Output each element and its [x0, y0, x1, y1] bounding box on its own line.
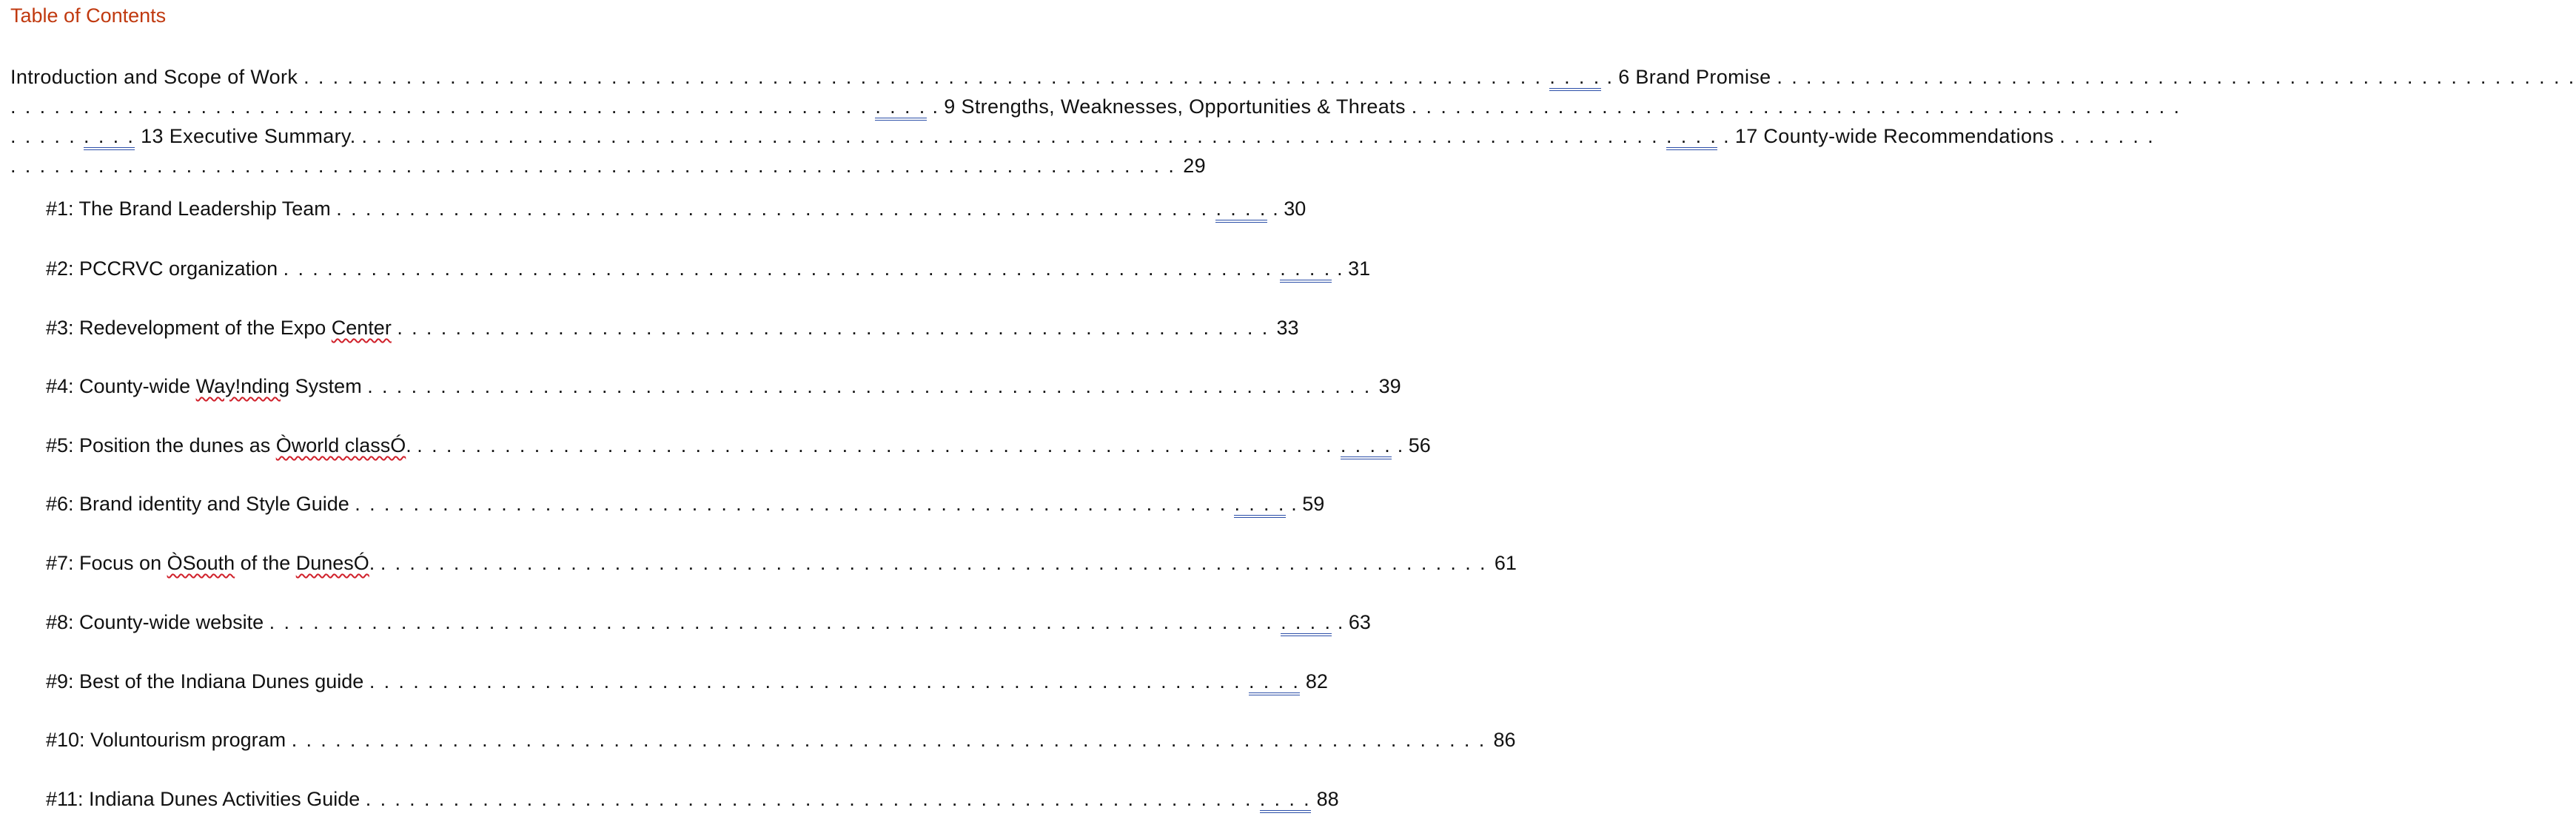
toc-entry-label: #8: County-wide website — [46, 611, 269, 633]
spellcheck-flagged-word: Way!nding — [195, 375, 290, 397]
spellcheck-flagged-word: Òworld classÓ — [275, 434, 406, 456]
dot-leader: . . . . . . . . . . . . . . . . . . . . . . . . . . . . . . . . . . . . . . . . . . . . . . . . . . . . . . . . . . . . . . . . . . . . . . . . . . . . . . . . — [10, 155, 1184, 177]
spellcheck-flagged-word: DunesÓ — [295, 552, 369, 574]
dot-leader: . . . . . . . . . . . . . . . . . . . . . . . . . . . . . . . . . . . . . . . . . . . . . . . . . . . . . . . . . . . . — [369, 670, 1249, 692]
toc-link-marker[interactable]: . . . . — [875, 95, 926, 121]
dot-leader: . . . . . — [10, 125, 84, 147]
toc-entry[interactable] — [46, 667, 1328, 696]
toc-entry[interactable] — [46, 489, 1324, 519]
dot-leader: . . . . . . . . . . . . . . . . . . . . . . . . . . . . . . . . . . . . . . . . . . . . . . . . . . . . . . . . . . . . . . . . . . . . . . . . . . . . . . . . . . . . . . . . . — [361, 125, 1666, 147]
toc-link-marker[interactable]: . . . . — [1549, 66, 1600, 91]
toc-entry[interactable] — [46, 194, 1306, 223]
toc-entry-label: #2: PCCRVC organization — [46, 257, 284, 280]
toc-page-number: . 31 — [1331, 257, 1371, 280]
toc-intro-text: Introduction and Scope of Work — [10, 66, 304, 88]
dot-leader: . . . . . . . . . . . . . . . . . . . . . . . . . . . . . . . . . . . . . . . . . . . . . . . . . . . . . . . . . . . . . . . . . . . . — [283, 257, 1281, 280]
toc-link-marker[interactable]: . . . . — [1215, 198, 1267, 223]
dot-leader: . . . . . . . . . . . . . . . . . . . . . . . . . . . . . . . . . . . . . . . . . . . . . . . . . . . . . . . . . . . . . . . . . . . . . — [269, 611, 1281, 633]
toc-entry-label: #9: Best of the Indiana Dunes guide — [46, 670, 369, 692]
dot-leader: . . . . . . . . . . . . . . . . . . . . . . . . . . . . . . . . . . . . . . . . . . . . . . . . . . . . . . . . . . . — [10, 95, 876, 118]
dot-leader: . . . . . . . . . . . . . . . . . . . . . . . . . . . . . . . . . . . . . . . . . . . . . . . . . . . . . . . . . . . . . . . . . . . . . . . . . . . . — [380, 552, 1495, 574]
toc-intro-text: . 9 Strengths, Weaknesses, Opportunities & Threats — [926, 95, 1412, 118]
dot-leader: . . . . . . . . . . . . . . . . . . . . . . . . . . . . . . . . . . . . . . . . . . . . . . . . . . . . . . . . . . . . . — [365, 788, 1260, 810]
toc-entry[interactable] — [46, 784, 1339, 814]
toc-page-number: 82 — [1300, 670, 1328, 692]
toc-entry-label: #1: The Brand Leadership Team — [46, 198, 337, 220]
dot-leader: . . . . . . . . . . . . . . . . . . . . . . . . . . . . . . . . . . . . . . . . . . . . . . . . . . . . . . . . . . . . . . . . . . . . . — [367, 375, 1379, 397]
toc-entry-label: #10: Voluntourism program — [46, 729, 292, 751]
toc-entry[interactable] — [46, 607, 1371, 637]
toc-entry-label: #7: Focus on — [46, 552, 167, 574]
toc-link-marker[interactable]: . . . . — [1666, 125, 1717, 150]
toc-entry[interactable] — [46, 254, 1370, 283]
toc-page-number: 86 — [1493, 729, 1516, 751]
toc-page-number: 61 — [1494, 552, 1517, 574]
toc-intro-text: . 17 County-wide Recommendations — [1717, 125, 2060, 147]
toc-entry[interactable] — [46, 431, 1431, 460]
toc-link-marker[interactable]: . . . . — [84, 125, 135, 150]
toc-link-marker[interactable]: . . . . — [1234, 493, 1285, 518]
spellcheck-flagged-word: Center — [331, 317, 392, 339]
toc-page-number: 88 — [1311, 788, 1339, 810]
dot-leader: . . . . . . . . . . . . . . . . . . . . . . . . . . . . . . . . . . . . . . . . . . . . . . . . . . . . . . . . . . . . — [336, 198, 1216, 220]
toc-intro-line — [10, 62, 2576, 92]
dot-leader: . . . . . . . . . . . . . . . . . . . . . . . . . . . . . . . . . . . . . . . . . . . . . . . . . . . . . . . . . . . . — [355, 493, 1235, 515]
toc-page-number: . 59 — [1285, 493, 1325, 515]
dot-leader: . . . . . . . . . . . . . . . . . . . . . . . . . . . . . . . . . . . . . . . . . . . . . . . . . . . . . . . — [1777, 66, 2576, 88]
dot-leader: . . . . . . . — [2059, 125, 2156, 147]
toc-intro-line — [10, 151, 1747, 181]
toc-entry[interactable] — [46, 725, 1516, 755]
toc-entry-label: of the — [235, 552, 296, 574]
toc-entry-label: #5: Position the dunes as — [46, 434, 276, 456]
dot-leader: . . . . . . . . . . . . . . . . . . . . . . . . . . . . . . . . . . . . . . . . . . . . . . . . . . . . . . . . . . . . . . . . . . . . . . . . . . . . . . . . . . — [291, 729, 1494, 751]
toc-link-marker[interactable]: . . . . — [1280, 257, 1331, 283]
dot-leader: . . . . . . . . . . . . . . . . . . . . . . . . . . . . . . . . . . . . . . . . . . . . . . . . . . . . . . . . . . . . . . . — [417, 434, 1341, 456]
toc-page-number: . 63 — [1332, 611, 1371, 633]
toc-page-number: . 30 — [1267, 198, 1307, 220]
toc-entry-label: System — [289, 375, 368, 397]
toc-entry-label: #11: Indiana Dunes Activities Guide — [46, 788, 366, 810]
toc-page-number: . 56 — [1392, 434, 1431, 456]
toc-entry[interactable] — [46, 313, 1299, 343]
dot-leader: . . . . . . . . . . . . . . . . . . . . . . . . . . . . . . . . . . . . . . . . . . . . . . . . . . . . . . . . . . . . . . . . . . . . . . . . . . . . . . . . . . . . . — [303, 66, 1550, 88]
toc-heading: Table of Contents — [10, 4, 167, 27]
spellcheck-flagged-word: ÒSouth — [167, 552, 235, 574]
toc-intro-line — [10, 121, 2156, 151]
toc-entry-label: . — [369, 552, 380, 574]
toc-intro-text: 13 Executive Summary. — [135, 125, 362, 147]
toc-intro-line — [10, 92, 2181, 121]
toc-entry-label: #4: County-wide — [46, 375, 196, 397]
dot-leader: . . . . . . . . . . . . . . . . . . . . . . . . . . . . . . . . . . . . . . . . . . . . . . . . . . . . . — [1411, 95, 2181, 118]
toc-page-number: 33 — [1276, 317, 1299, 339]
toc-entry-label: #6: Brand identity and Style Guide — [46, 493, 355, 515]
toc-intro-text: . 6 Brand Promise — [1600, 66, 1777, 88]
toc-intro-text: 29 — [1183, 155, 1206, 177]
dot-leader: . . . . . . . . . . . . . . . . . . . . . . . . . . . . . . . . . . . . . . . . . . . . . . . . . . . . . . . . . . . . — [397, 317, 1277, 339]
toc-entry-label: #3: Redevelopment of the Expo — [46, 317, 332, 339]
toc-entry-label: . — [406, 434, 417, 456]
toc-link-marker[interactable]: . . . . — [1281, 611, 1332, 636]
toc-entry[interactable] — [46, 371, 1401, 401]
toc-page-number: 39 — [1378, 375, 1401, 397]
toc-link-marker[interactable]: . . . . — [1341, 434, 1392, 459]
toc-entry[interactable] — [46, 548, 1517, 578]
toc-link-marker[interactable]: . . . . — [1260, 788, 1311, 813]
toc-link-marker[interactable]: . . . . — [1249, 670, 1300, 695]
